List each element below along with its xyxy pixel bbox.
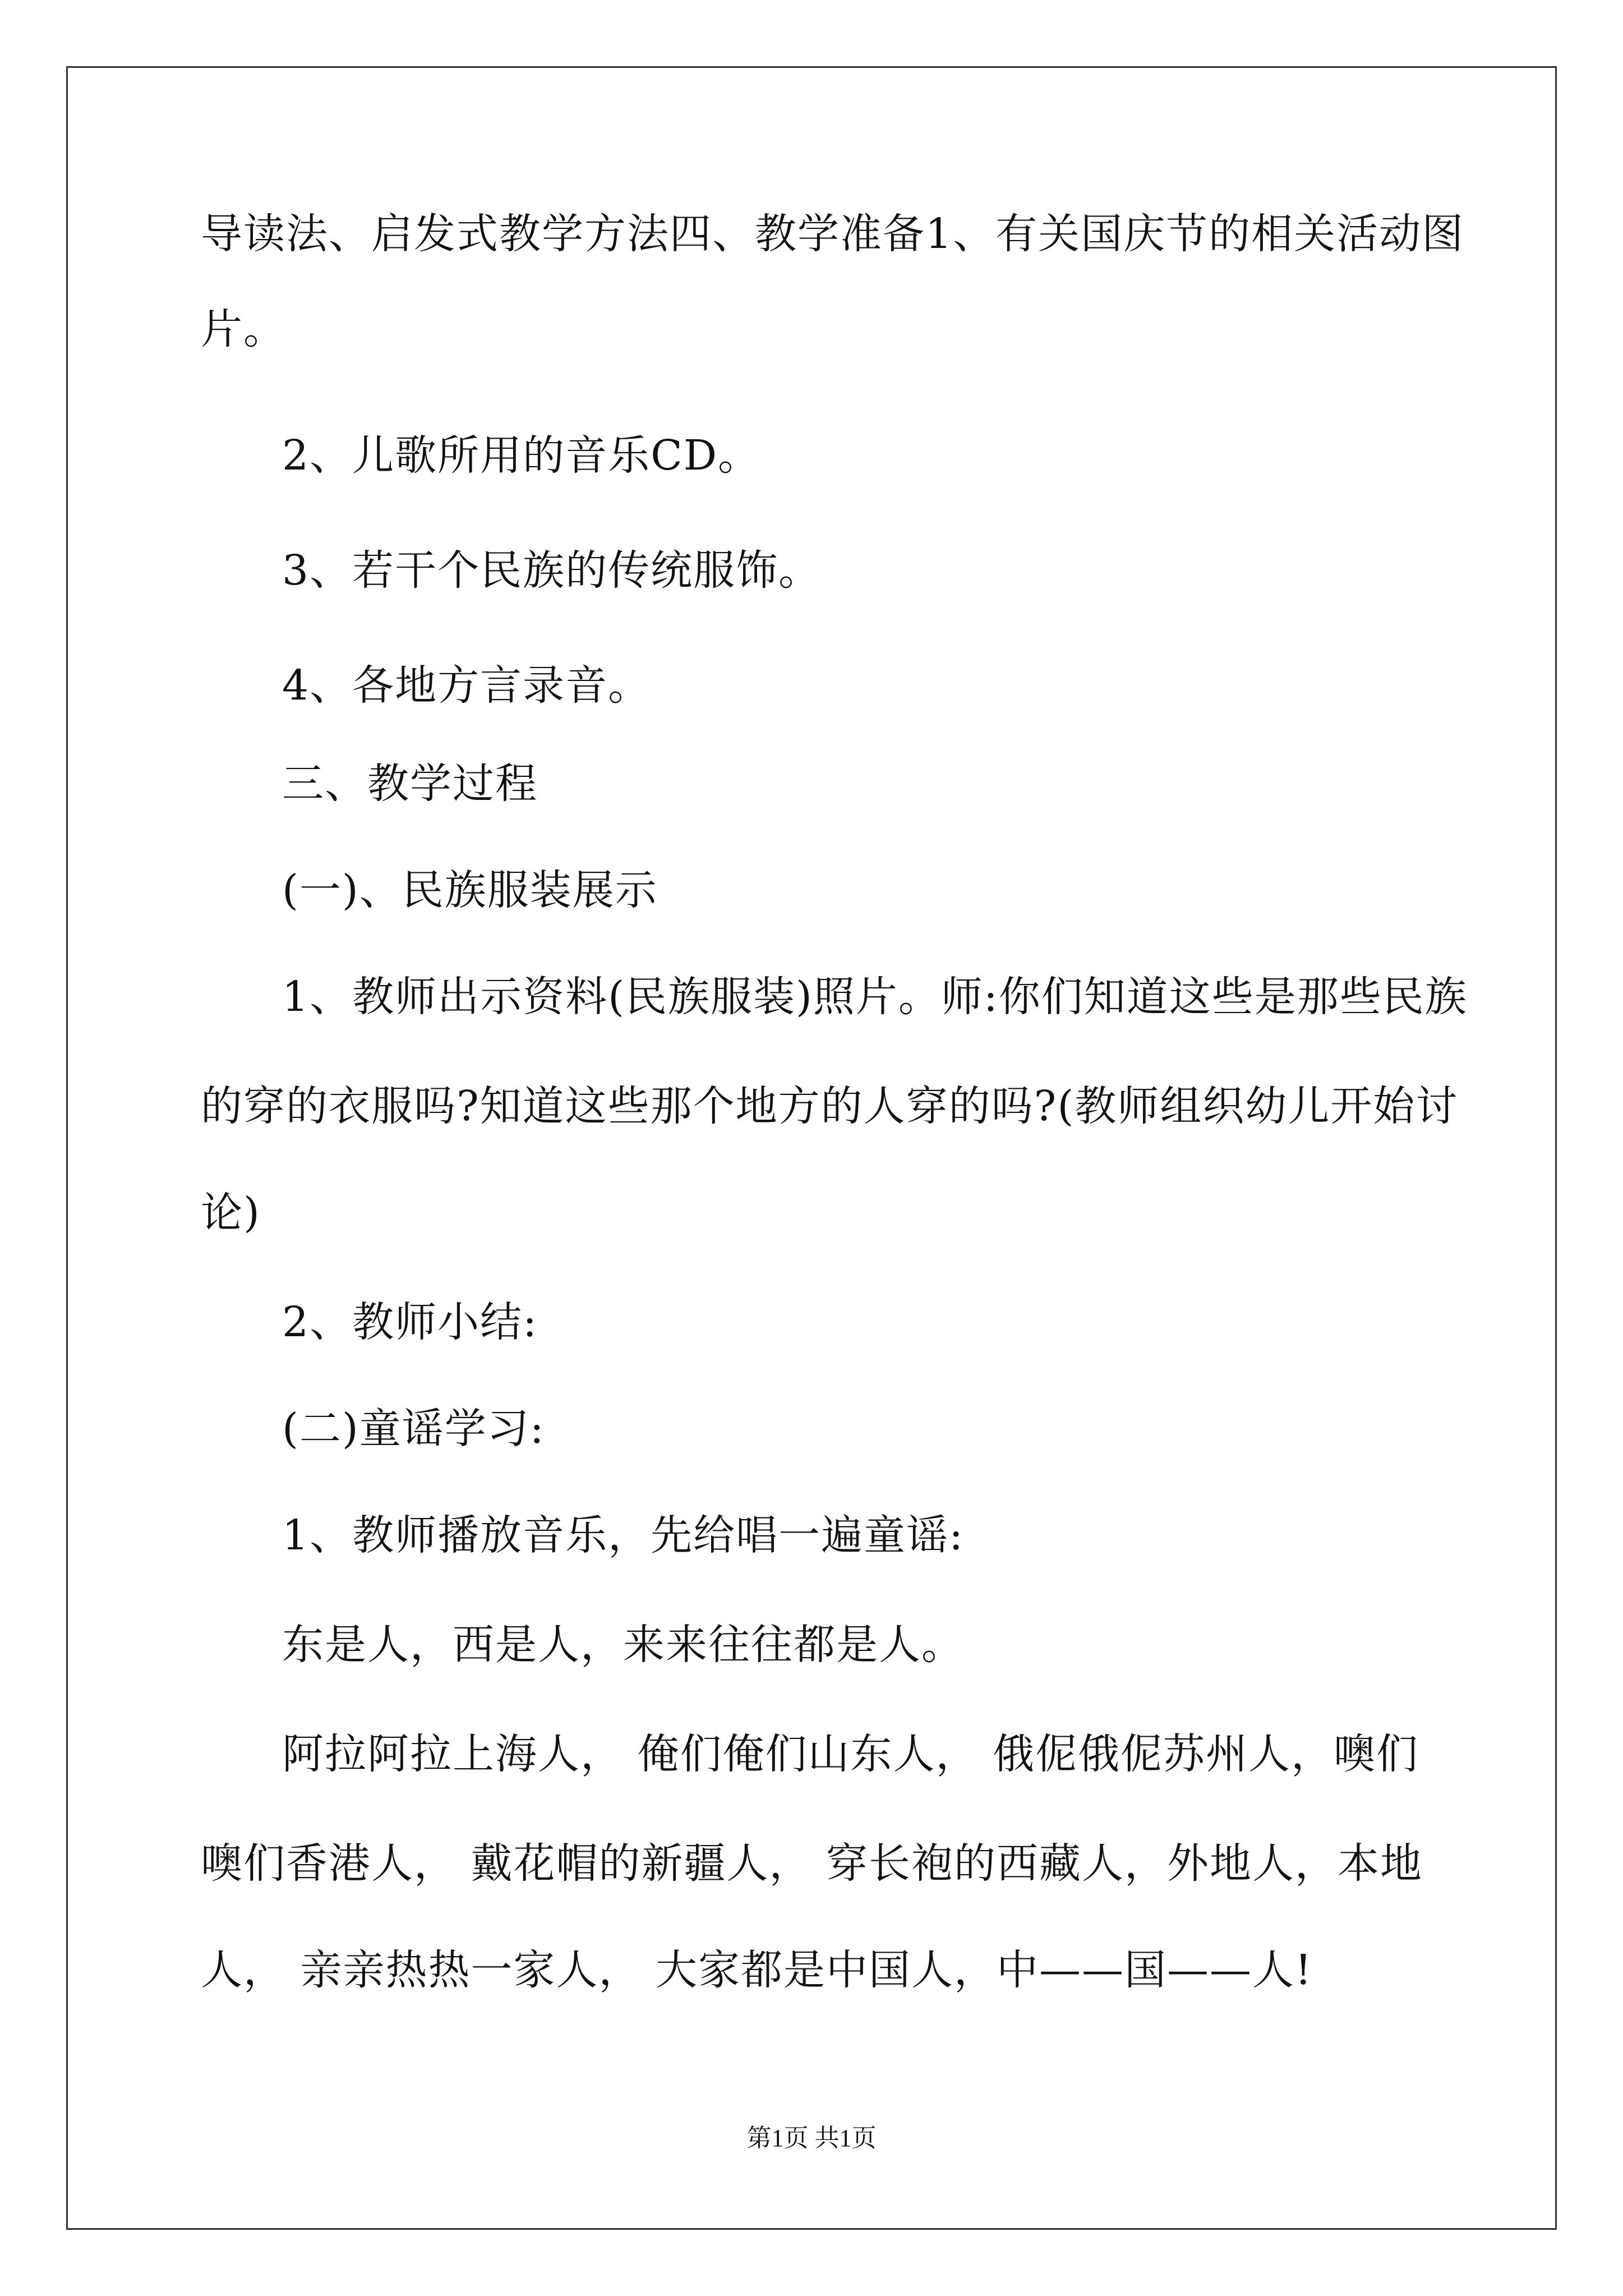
text-line-9: 的穿的衣服吗?知道这些那个地方的人穿的吗?(教师组织幼儿开始讨 [201, 1082, 1459, 1130]
text-line-10: 论) [201, 1189, 261, 1237]
subsection-heading-costume-display: (一)、民族服装展示 [282, 866, 658, 914]
text-line-2: 片。 [201, 305, 286, 353]
text-line-17: 人， 亲亲热热一家人， 大家都是中国人，中——国——人! [201, 1946, 1313, 1994]
page-border [66, 66, 1557, 2230]
text-line-14: 东是人，西是人，来来往往都是人。 [282, 1621, 964, 1669]
text-line-15: 阿拉阿拉上海人， 俺们俺们山东人， 俄伲俄伲苏州人，噢们 [282, 1730, 1419, 1778]
text-line-8: 1、教师出示资料(民族服装)照片。师:你们知道这些是那些民族 [282, 973, 1468, 1021]
section-heading-teaching-process: 三、教学过程 [282, 760, 538, 808]
page-number-footer: 第1页 共1页 [746, 2124, 877, 2152]
text-line-16: 噢们香港人， 戴花帽的新疆人， 穿长袍的西藏人，外地人，本地 [201, 1839, 1423, 1888]
text-line-3: 2、儿歌所用的音乐CD。 [282, 431, 761, 480]
subsection-heading-nursery-rhyme: (二)童谣学习: [282, 1405, 545, 1453]
text-line-5: 4、各地方言录音。 [282, 661, 651, 710]
text-line-1: 导读法、启发式教学方法四、教学准备1、有关国庆节的相关活动图 [201, 210, 1465, 258]
text-line-13: 1、教师播放音乐，先给唱一遍童谣: [282, 1511, 965, 1559]
text-line-4: 3、若干个民族的传统服饰。 [282, 546, 822, 595]
text-line-11: 2、教师小结: [282, 1298, 538, 1346]
